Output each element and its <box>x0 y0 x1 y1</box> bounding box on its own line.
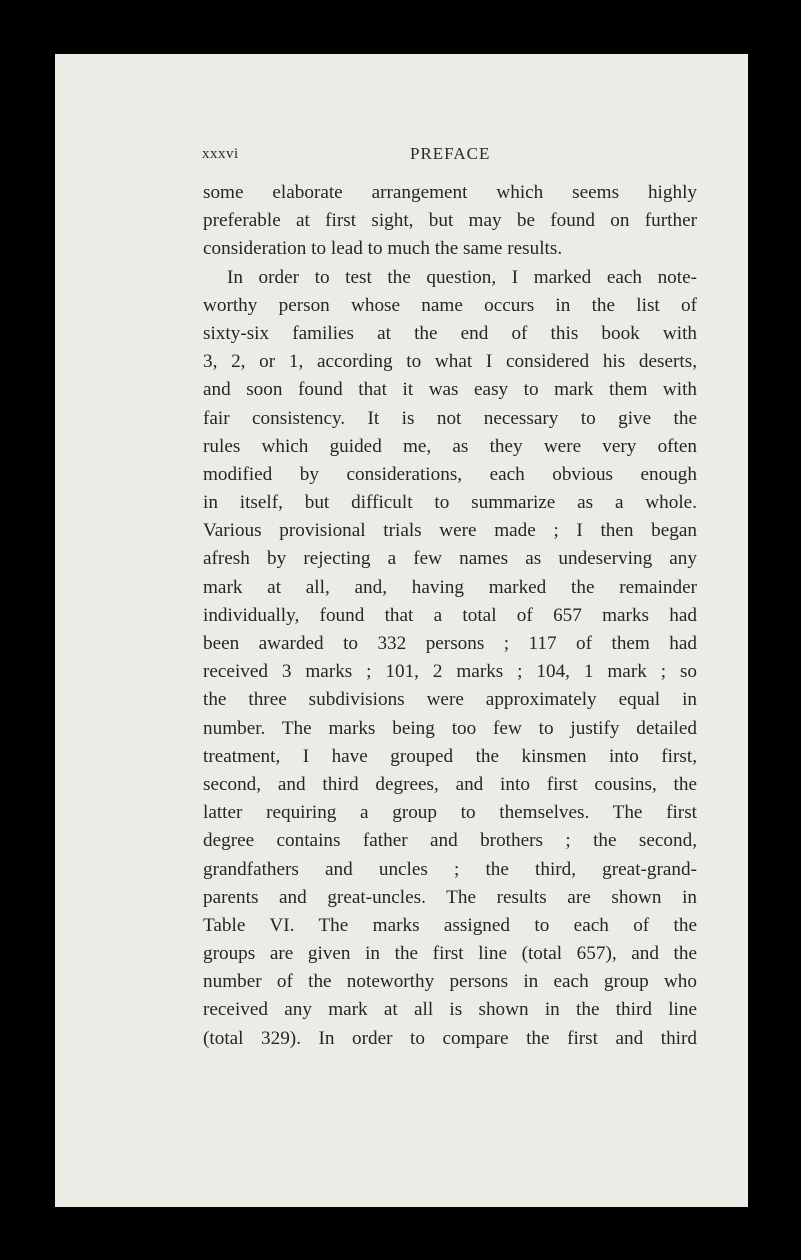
text-line: rules which guided me, as they were very often <box>203 435 697 457</box>
page-header <box>55 144 748 168</box>
text-line: second, and third degrees, and into first cousins, the <box>203 773 697 795</box>
text-line: (total 329). In order to compare the first and third <box>203 1027 697 1049</box>
text-line: 3, 2, or 1, according to what I considered his deserts, <box>203 351 697 373</box>
text-line: modified by considerations, each obvious enough <box>203 463 697 485</box>
text-line: received 3 marks ; 101, 2 marks ; 104, 1 mark ; so <box>203 661 697 683</box>
text-line: Table VI. The marks assigned to each of the <box>203 914 697 936</box>
text-line: mark at all, and, having marked the remainder <box>203 576 697 598</box>
text-line: received any mark at all is shown in the third line <box>203 999 697 1021</box>
text-line: degree contains father and brothers ; the second, <box>203 830 697 852</box>
text-line: sixty-six families at the end of this book with <box>203 322 697 344</box>
text-line: some elaborate arrangement which seems highly <box>203 182 697 203</box>
text-line: grandfathers and uncles ; the third, great-grand- <box>203 858 697 880</box>
body-text <box>203 179 697 1053</box>
page-number: xxxvi <box>202 146 239 162</box>
text-line: In order to test the question, I marked each note- <box>227 266 697 288</box>
text-line: number. The marks being too few to justify detailed <box>203 717 697 739</box>
text-line: preferable at first sight, but may be found on further <box>203 210 697 232</box>
text-line: and soon found that it was easy to mark them with <box>203 379 697 401</box>
text-line: groups are given in the first line (total 657), and the <box>203 943 697 965</box>
text-line: fair consistency. It is not necessary to give the <box>203 407 697 429</box>
text-line: Various provisional trials were made ; I then began <box>203 520 697 542</box>
text-line: worthy person whose name occurs in the list of <box>203 294 697 316</box>
text-line: parents and great-uncles. The results are shown in <box>203 886 697 908</box>
running-title: PREFACE <box>410 144 491 163</box>
text-line: consideration to lead to much the same results. <box>203 238 563 260</box>
text-line: treatment, I have grouped the kinsmen into first, <box>203 745 697 767</box>
text-line: number of the noteworthy persons in each group who <box>203 971 697 993</box>
text-line: the three subdivisions were approximately equal in <box>203 689 697 711</box>
text-line: in itself, but difficult to summarize as a whole. <box>203 492 697 514</box>
text-line: been awarded to 332 persons ; 117 of them had <box>203 633 697 654</box>
book-page <box>55 54 748 1207</box>
text-line: latter requiring a group to themselves. The first <box>203 802 697 824</box>
text-line: individually, found that a total of 657 marks had <box>203 604 697 626</box>
text-line: afresh by rejecting a few names as undeserving any <box>203 548 697 570</box>
